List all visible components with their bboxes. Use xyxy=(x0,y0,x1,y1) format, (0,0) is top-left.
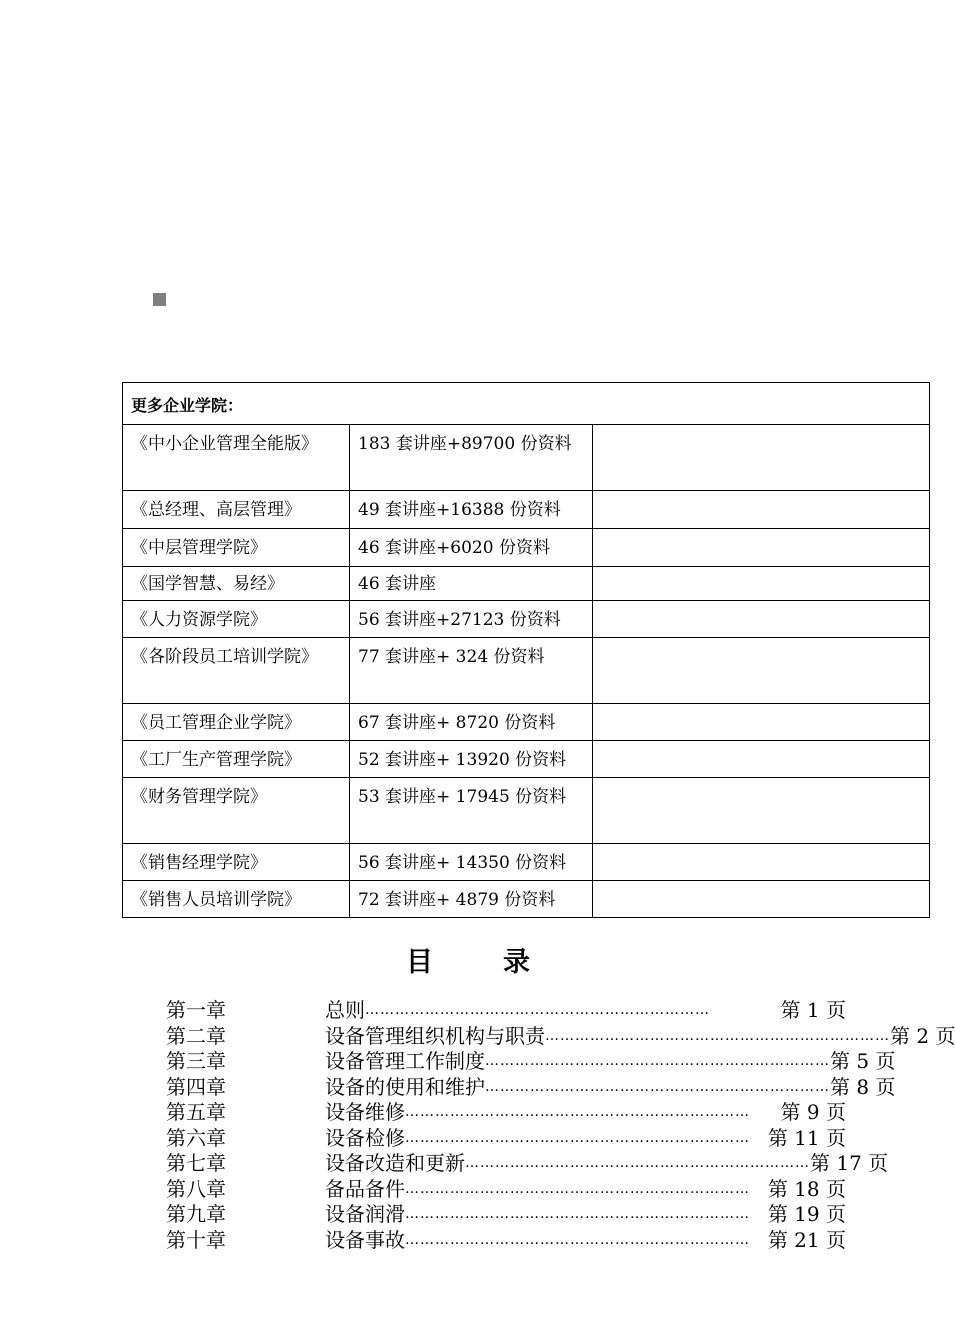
table-row xyxy=(123,638,930,704)
toc-page-number: 第 11 页 xyxy=(767,1125,846,1150)
toc-chapter-name: 备品备件 xyxy=(325,1176,405,1201)
table-row xyxy=(123,881,930,918)
toc-entry xyxy=(166,1228,846,1254)
toc-entry xyxy=(166,1023,955,1050)
toc-page-number: 第 18 页 xyxy=(767,1176,846,1201)
toc-list xyxy=(166,998,955,1253)
toc-chapter-name: 设备改造和更新 xyxy=(325,1151,465,1175)
toc-page-number: 第 1 页 xyxy=(780,998,846,1022)
academy-content: 183 套讲座+89700 份资料 xyxy=(350,425,593,491)
toc-page-number: 第 19 页 xyxy=(767,1202,846,1226)
table-row xyxy=(123,601,930,638)
toc-chapter-name: 设备事故 xyxy=(325,1227,405,1252)
toc-entry xyxy=(166,1177,846,1203)
academy-name: 《人力资源学院》 xyxy=(123,601,350,638)
academy-extra xyxy=(593,491,930,529)
toc-entry xyxy=(166,1100,846,1126)
toc-page-number: 第 17 页 xyxy=(810,1151,889,1175)
toc-leader-dots: …………………………………………………………… xyxy=(485,1078,830,1095)
academy-name: 《各阶段员工培训学院》 xyxy=(123,638,350,704)
toc-chapter: 第九章 xyxy=(166,1202,226,1226)
academy-extra xyxy=(593,881,930,918)
academy-name: 《财务管理学院》 xyxy=(123,778,350,844)
academy-content: 72 套讲座+ 4879 份资料 xyxy=(350,881,593,918)
table-row xyxy=(123,491,930,529)
toc-entry xyxy=(166,1074,896,1101)
table-row xyxy=(123,844,930,881)
table-row xyxy=(123,778,930,844)
academy-name: 《总经理、高层管理》 xyxy=(123,491,350,529)
academy-content: 56 套讲座+ 14350 份资料 xyxy=(350,844,593,881)
academy-name: 《销售经理学院》 xyxy=(123,844,350,881)
academy-extra xyxy=(593,425,930,491)
toc-page-number: 第 2 页 xyxy=(890,1023,955,1048)
toc-chapter: 第三章 xyxy=(166,1049,226,1073)
academy-extra xyxy=(593,778,930,844)
toc-chapter: 第一章 xyxy=(166,998,226,1022)
toc-chapter: 第六章 xyxy=(166,1125,226,1150)
toc-page-number: 第 8 页 xyxy=(830,1074,896,1099)
academy-extra xyxy=(593,704,930,741)
table-row xyxy=(123,704,930,741)
toc-leader-dots: …………………………………………………………… xyxy=(485,1053,830,1069)
toc-chapter-name: 设备维修 xyxy=(325,1100,405,1124)
toc-leader-dots: …………………………………………………………… xyxy=(405,1206,750,1222)
table-row xyxy=(123,741,930,778)
academy-content: 46 套讲座+6020 份资料 xyxy=(350,529,593,567)
toc-leader-dots: …………………………………………………………… xyxy=(545,1027,890,1044)
academy-table xyxy=(122,382,930,918)
toc-chapter-name: 设备管理工作制度 xyxy=(325,1049,485,1073)
academy-name: 《销售人员培训学院》 xyxy=(123,881,350,918)
toc-chapter: 第七章 xyxy=(166,1151,226,1175)
toc-entry xyxy=(166,1049,896,1075)
table-row xyxy=(123,425,930,491)
toc-chapter-name: 设备管理组织机构与职责 xyxy=(325,1023,545,1048)
toc-chapter: 第五章 xyxy=(166,1100,226,1124)
toc-chapter-name: 设备润滑 xyxy=(325,1202,405,1226)
toc-chapter: 第八章 xyxy=(166,1176,226,1201)
toc-entry xyxy=(166,1151,889,1177)
table-header: 更多企业学院： xyxy=(123,383,930,425)
toc-leader-dots: …………………………………………………………… xyxy=(465,1155,810,1171)
toc-page-number: 第 5 页 xyxy=(830,1049,896,1073)
toc-chapter-name: 设备检修 xyxy=(325,1125,405,1150)
toc-entry xyxy=(166,998,846,1024)
academy-name: 《中小企业管理全能版》 xyxy=(123,425,350,491)
toc-page-number: 第 9 页 xyxy=(780,1100,846,1124)
academy-extra xyxy=(593,601,930,638)
academy-extra xyxy=(593,638,930,704)
academy-name: 《中层管理学院》 xyxy=(123,529,350,567)
academy-name: 《工厂生产管理学院》 xyxy=(123,741,350,778)
academy-content: 77 套讲座+ 324 份资料 xyxy=(350,638,593,704)
academy-content: 53 套讲座+ 17945 份资料 xyxy=(350,778,593,844)
toc-leader-dots: …………………………………………………………… xyxy=(405,1180,750,1197)
toc-chapter: 第二章 xyxy=(166,1023,226,1048)
toc-leader-dots: …………………………………………………………… xyxy=(405,1129,750,1146)
academy-content: 52 套讲座+ 13920 份资料 xyxy=(350,741,593,778)
toc-leader-dots: …………………………………………………………… xyxy=(405,1231,750,1248)
academy-content: 46 套讲座 xyxy=(350,567,593,601)
academy-content: 49 套讲座+16388 份资料 xyxy=(350,491,593,529)
toc-chapter-name: 设备的使用和维护 xyxy=(325,1074,485,1099)
academy-content: 56 套讲座+27123 份资料 xyxy=(350,601,593,638)
toc-page-number: 第 21 页 xyxy=(767,1227,846,1252)
academy-extra xyxy=(593,844,930,881)
table-row xyxy=(123,567,930,601)
toc-leader-dots: …………………………………………………………… xyxy=(365,1002,710,1018)
academy-extra xyxy=(593,567,930,601)
table-row xyxy=(123,529,930,567)
toc-title: 目录 xyxy=(406,947,600,978)
academy-extra xyxy=(593,529,930,567)
academy-name: 《国学智慧、易经》 xyxy=(123,567,350,601)
toc-chapter: 第四章 xyxy=(166,1074,226,1099)
academy-content: 67 套讲座+ 8720 份资料 xyxy=(350,704,593,741)
toc-chapter-name: 总则 xyxy=(325,998,365,1022)
academy-name: 《员工管理企业学院》 xyxy=(123,704,350,741)
academy-extra xyxy=(593,741,930,778)
toc-chapter: 第十章 xyxy=(166,1227,226,1252)
toc-entry xyxy=(166,1126,846,1152)
toc-entry xyxy=(166,1202,846,1228)
table-header-row xyxy=(123,383,930,425)
toc-leader-dots: …………………………………………………………… xyxy=(405,1104,750,1120)
bullet-square-icon xyxy=(153,293,166,306)
